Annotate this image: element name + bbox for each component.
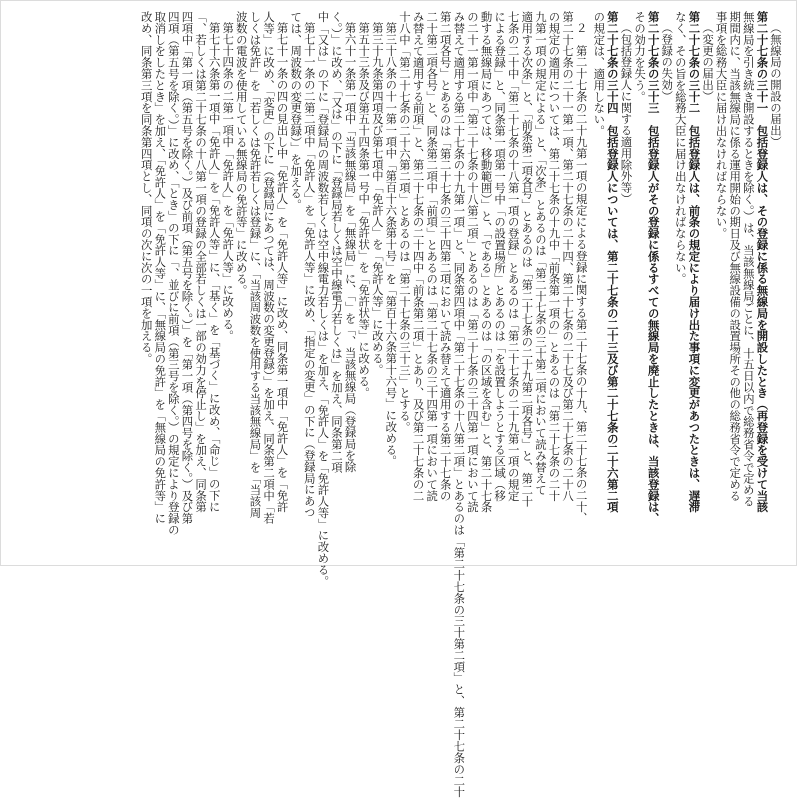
article-heading-line: 第二十七条の三十四 包括登録人については、第二十七条の二十三及び第二十七条の二十六第二項 <box>605 11 620 513</box>
text-line: 事項を総務大臣に届け出なければならない。 <box>714 11 729 239</box>
text-line: 第七十一条の二第二項中「免許人」を「免許人等」に改め、「指定の変更」の下に（登録局にあつ <box>302 22 317 518</box>
text-line: （変更の届出） <box>701 22 716 102</box>
text-line: 波数の電波を使用している無線局の免許等」に改める。 <box>234 11 249 296</box>
text-line: 第七十四条の二第一項中「免許人」を「免許人等」に改める。 <box>221 22 236 342</box>
text-line: その効力を失う。 <box>633 11 648 103</box>
article-heading-line: 第二十七条の三十三 包括登録人がその登録に係るすべての無線局を廃止したときは、当該登録は、 <box>646 11 661 524</box>
text-line: なく、その旨を総務大臣に届け出なければならない。 <box>673 11 688 285</box>
text-line: 中「又は」の下に「登録局の周波数若しくは空中線電力若しくは」を加え、「免許人」を「免許人等」に改める。 <box>316 11 331 587</box>
text-line: 第二項各号」とあるのは「第二十七条の三十四第二項において読み替えて適用する第二十七条の <box>438 11 453 502</box>
text-line: 適用する次条」と、「前条第二項各号」とあるのは「第二十七条の二十九第二項各号」と、第二十 <box>520 11 535 507</box>
text-line: み替えて適用する前項」と、第二十七条の二十四中「前条第二項」とあり、及び第二十七条の二 <box>411 11 426 502</box>
text-line: 七条の二十中「第二十七条の十八第一項の登録」とあるのは「第二十七条の二十九第一項の規定 <box>506 11 521 502</box>
text-line: 改め、同条第三項を同条第四項とし、同項の次に次の一項を加える。 <box>139 11 154 365</box>
text-line: 動する無線局にあつては、移動範囲）」と、「である」とあるのは「の区域を含む」と、第二十七条 <box>479 11 494 513</box>
text-line: 四項（第五号を除く。）」に改め、「とき」の下に「、並びに前項（第三号を除く。）の規定により登録の <box>166 11 181 536</box>
text-line: 第三十八条の十一第一項中「第百十六条第十号」を「第百十六条第十六号」に改める。 <box>384 22 399 467</box>
text-line: 二十第二項各号」と、同条第二項中「前項」とあるのは「第二十七条の三十四第一項において読 <box>425 11 440 502</box>
text-line: 期間内に、当該無線局に係る運用開始の期日及び無線設備の設置場所その他の総務省令で定める <box>728 11 743 502</box>
article-heading-line: 第二十七条の三十一 包括登録人は、その登録に係る無線局を開設したとき（再登録を受けて当該 <box>755 11 770 513</box>
text-line: （包括登録人に関する適用除外等） <box>619 22 634 205</box>
text-line: み替えて適用する第二十七条の十九第一項」と、同条第四項中「第二十七条の十八第二項」とあるのは「第二十七条の三十第二項」と、第二十七条の二十 <box>452 11 467 798</box>
text-line: （登録の失効） <box>660 22 675 102</box>
text-line: （無線局の開設の届出） <box>769 22 783 148</box>
text-line: 無線局を引き続き開設するときを除く。）は、当該無線局ごとに、十五日以内で総務省令で定める <box>741 11 756 507</box>
text-line: の二十一第一項中「第二十七条の十八第二項」とあるのは「第二十七条の三十四第一項において読 <box>465 11 480 513</box>
text-line: 人等」に改め、「変更」の下に（登録局にあつては、周波数の変更登録）」を加え、同条第二項中「若 <box>262 11 277 524</box>
article-heading-line: 第二十七条の三十二 包括登録人は、前条の規定により届け出た事項に変更があつたときは、遅滞 <box>687 11 702 513</box>
vertical-text-body <box>15 11 783 798</box>
text-line: 取消しをしたとき」を加え、「免許人」を「免許人等」に、「無線局の免許」を「無線局の免許等」に <box>153 11 168 524</box>
text-line: 第七十一条の四の見出し中「免許人」を「免許人等」に改め、同条第一項中「免許人」を「免許 <box>275 22 290 513</box>
text-line: の規定の適用については、第二十七条の十九中「前条第一項の」とあるのは「第二十七条の二十 <box>547 11 562 502</box>
text-line: 第三十九条第四項及び第七項中「免許人」を「免許人等」に改める。 <box>370 22 385 376</box>
text-line: く。）」に改め、「又は」の下に「登録局若しくは空中線電力若しくは」を加え、同条第二項 <box>330 11 344 473</box>
text-line: 四項中「第一項（第五号を除く。）及び前項（第五号を除く。）」を「第一項（第四号を除く。）及び第 <box>180 11 195 524</box>
text-line: 第七十六条第一項中「免許人」を「免許人等」に、「基く」を「基づく」に改め、「命じ」の下に <box>207 22 222 513</box>
text-line: の規定は、適用しない。 <box>592 11 607 137</box>
text-line: ては、周波数の変更登録）」を加える。 <box>289 11 304 211</box>
text-line: 「、若しくは第二十七条の十八第一項の登録の全部若しくは一部の効力を停止し」を加え、同条第 <box>194 11 209 513</box>
text-line: 第六十一条第一項中「当該無線局」を「無線局」に、「」を「、当該無線局（登録局を除 <box>343 22 358 473</box>
text-line: による登録」と、同条第一項第一号中「の設置場所」とあるのは「を設置しようとする区域（移 <box>493 11 508 502</box>
text-line: 第二十七条の二十一第一項、第二十七条の二十四、第二十七条の二十七及び第二十七条の二十八 <box>561 11 576 502</box>
text-line: ２ 第二十七条の二十九第一項の規定による登録に関する第二十七条の十九、第二十七条の二十、 <box>574 22 589 524</box>
text-line: しくは免許」を「若しくは免許若しくは登録」に、「当該周波数を使用する当該無線局」を「当該周 <box>248 11 263 519</box>
text-line: 十八中「第二十七条の二十六第二項」とあるのは「第二十七条の三十三」とする。 <box>397 11 412 433</box>
text-line: 第五十三条及び第五十四条第一号中「免許状」を「免許状等」に改める。 <box>357 22 372 399</box>
text-line: 九第一項の規定による」と、「次条」とあるのは「第二十七条の三十第二項において読み替えて <box>533 11 548 496</box>
